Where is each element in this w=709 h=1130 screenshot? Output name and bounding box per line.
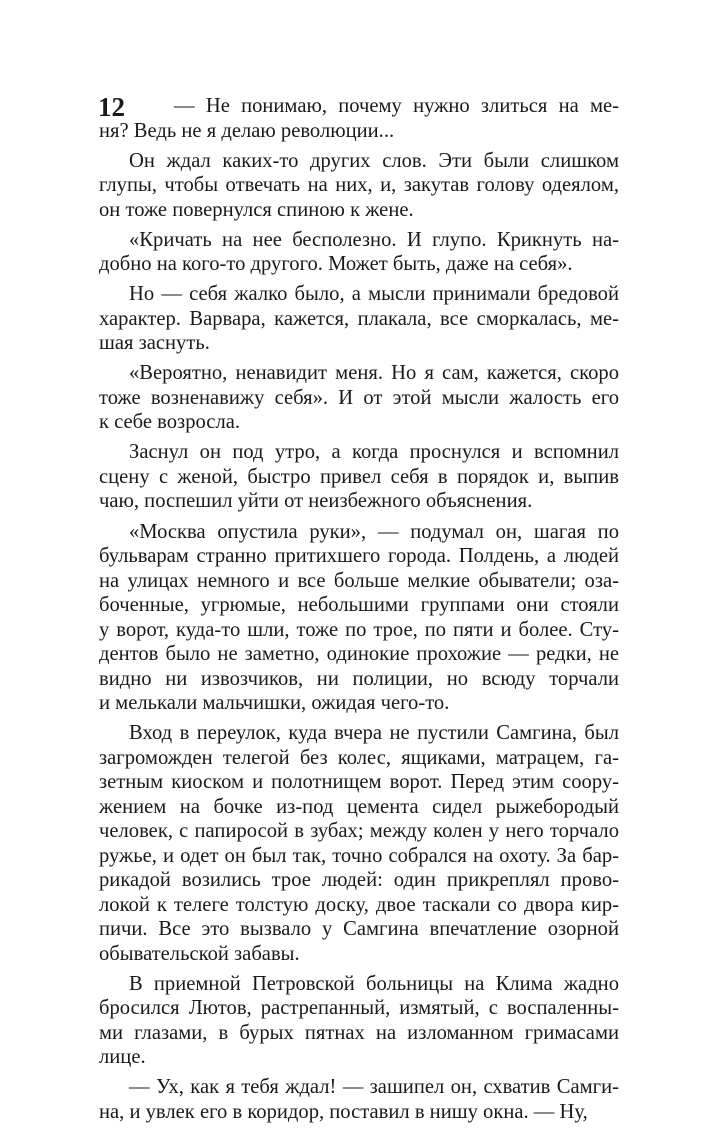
text-line: у ворот, куда-то шли, тоже по трое, по пяти и более. Сту- bbox=[99, 618, 619, 641]
text-line: В приемной Петровской больницы на Клима жадно bbox=[129, 972, 619, 995]
text-line: «Москва опустила руки», — подумал он, шагая по bbox=[129, 520, 619, 543]
text-line: боченные, угрюмые, небольшими группами они стояли bbox=[99, 594, 619, 617]
text-line: чаю, поспешил уйти от неизбежного объяснения. bbox=[99, 490, 533, 513]
text-line: ми глазами, в бурых пятнах на изломанном гримасами bbox=[99, 1021, 619, 1044]
text-line: ня? Ведь не я делаю революции... bbox=[99, 119, 395, 142]
text-line: Он ждал каких-то других слов. Эти были слишком bbox=[129, 149, 619, 172]
paragraph bbox=[99, 520, 619, 716]
text-line: тоже возненавижу себя». И от этой мысли жалость его bbox=[99, 386, 619, 409]
text-line: сцену с женой, быстро привел себя в порядок и, выпив bbox=[99, 465, 619, 488]
text-line: Но — себя жалко было, а мысли принимали бредовой bbox=[129, 283, 619, 306]
text-line: «Вероятно, ненавидит меня. Но я сам, кажется, скоро bbox=[129, 362, 619, 385]
text-line: Вход в переулок, куда вчера не пустили Самгина, был bbox=[129, 722, 619, 745]
text-line: дентов было не заметно, одинокие прохожие — редки, не bbox=[99, 643, 619, 666]
paragraph bbox=[99, 721, 619, 966]
text-line: характер. Варвара, кажется, плакала, все сморкалась, ме- bbox=[99, 307, 619, 330]
paragraph bbox=[99, 282, 619, 356]
text-line: пичи. Все это вызвало у Самгина впечатление озорной bbox=[99, 918, 619, 941]
text-line: к себе возросла. bbox=[99, 411, 241, 434]
paragraph bbox=[99, 972, 619, 1070]
paragraph bbox=[99, 149, 619, 223]
paragraph bbox=[99, 228, 619, 277]
page-number: 12 bbox=[98, 92, 125, 122]
paragraph bbox=[99, 94, 619, 143]
text-line: — Ух, как я тебя ждал! — зашипел он, схватив Самги- bbox=[129, 1076, 619, 1099]
text-line: человек, с папиросой в зубах; между колен у него торчало bbox=[99, 820, 619, 843]
text-line: Заснул он под утро, а когда проснулся и вспомнил bbox=[129, 441, 619, 464]
text-line: загроможден телегой без колес, ящиками, матрацем, га- bbox=[99, 746, 619, 769]
text-line: — Не понимаю, почему нужно злиться на ме- bbox=[174, 95, 619, 117]
text-line: видно ни извозчиков, ни полиции, но всюду торчали bbox=[99, 667, 619, 690]
text-line: и мелькали мальчишки, ожидая чего-то. bbox=[99, 692, 450, 715]
text-line: локой к телеге толстую доску, двое таскали со двора кир- bbox=[99, 893, 619, 916]
text-line: ружье, и одет он был так, точно собрался на охоту. За бар- bbox=[99, 844, 619, 867]
text-line: рикадой возились трое людей: один прикреплял прово- bbox=[99, 869, 619, 892]
text-line: лице. bbox=[99, 1046, 146, 1069]
paragraph bbox=[99, 361, 619, 435]
paragraph bbox=[99, 440, 619, 514]
text-line: «Кричать на нее бесполезно. И глупо. Крикнуть на- bbox=[129, 228, 619, 251]
text-line: на, и увлек его в коридор, поставил в нишу окна. — Ну, bbox=[99, 1100, 588, 1123]
text-line: обывательской забавы. bbox=[99, 942, 300, 965]
text-line: он тоже повернулся спиною к жене. bbox=[99, 198, 414, 221]
text-line: шая заснуть. bbox=[99, 332, 210, 355]
text-line: на улицах немного и все больше мелкие обыватели; оза- bbox=[99, 569, 619, 592]
body-text bbox=[99, 94, 619, 1130]
text-line: добно на кого-то другого. Может быть, даже на себя». bbox=[99, 253, 573, 276]
text-line: бульварам странно притихшего города. Полдень, а людей bbox=[99, 545, 619, 568]
text-line: зетным киоском и полотнищем ворот. Перед этим соору- bbox=[99, 771, 619, 794]
text-line: жением на бочке из-под цемента сидел рыжебородый bbox=[99, 795, 619, 818]
text-line: бросился Лютов, растрепанный, измятый, с воспаленны- bbox=[99, 997, 619, 1020]
paragraph bbox=[99, 1075, 619, 1124]
text-line: глупы, чтобы отвечать на них, и, закутав голову одеялом, bbox=[99, 174, 619, 197]
